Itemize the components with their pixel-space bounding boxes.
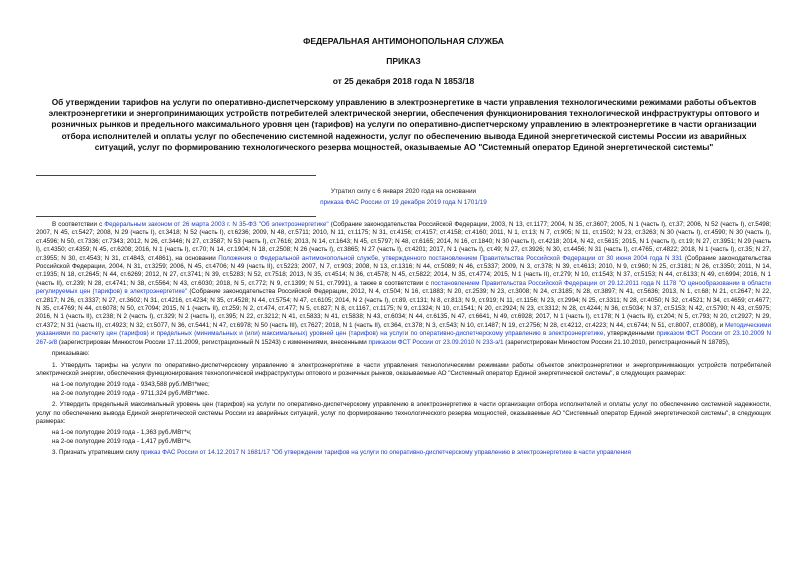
- order-word: приказываю:: [52, 350, 90, 358]
- document-body: [36, 221, 771, 461]
- preamble-paragraph: В соответствии с Федеральным законом от 26 марта 2003 г. N 35-ФЗ "Об электроэнергетике" (Собрание законодательства Российской Федерации, 2003, N 13, ст.1177; 2004, N 35, ст.3607; 2005, N 1 (часть I), ст.37; 2006, N 52 (часть I), ст.5498; 2007, N 45, ст.5427; 2008, N 29 (часть I), ст.3418; N 52 (часть I), ст.6236; 2009, N 48, ст.5711; 2010, N 11, ст.1175; N 31, ст.4156; ст.4157; ст.4158; ст.4160; 2011, N 1, ст.13; N 7, ст.905; N 11, ст.1502; N 23, ст.3263; N 30 (часть I), ст.4590; N 30 (часть I), ст.4596; N 50, ст.7336; ст.7343; 2012, N 26, ст.3446; N 27, ст.3587; N 53 (часть I), ст.7616; 2013, N 14, ст.1643; N 45, ст.5797; N 48, ст.6165; 2014, N 16, ст.1840; N 30 (часть I), ст.4218; 2014, N 42, ст.5615; 2015, N 1 (часть I), ст.19; N 27, ст.3951; N 29 (часть I), ст.4350; ст.4359; N 45, ст.6208; 2016, N 1 (часть I), ст.70; N 14, ст.1904; N 18, ст.2508; N 26 (часть I), ст.3865; N 27 (часть I), ст.4201; 2017, N 1 (часть I), ст.49; N 27, ст.3926; N 30, ст.4456; N 31 (часть I), ст.4765, ст.4822; 2018, N 1 (часть I), ст.35; N 27, ст.3955; N 30, ст.4543; N 31, ст.4843, ст.4861), на основании Положения о Федеральной антимонопольной службе, утвержденного постановлением Правительства Российской Федерации от 30 июня 2004 года N 331 (Собрание законодательства Российской Федерации, 2004, N 31, ст.3259; 2006, N 45, ст.4706; N 49 (часть II), ст.5223; 2007, N 7, ст.903; 2008, N 13, ст.1316; N 44, ст.5089; N 46, ст.5337; 2009, N 3, ст.378; N 39, ст.4613; 2010, N 9, ст.960; N 25, ст.3181; N 26, ст.3350; 2011, N 14, ст.1935; N 18, ст.2645; N 44, ст.6269; 2012, N 27, ст.3741; N 39, ст.5283; N 52, ст.7518; 2013, N 35, ст.4514; N 36, ст.4578; N 45, ст.5822; 2014, N 35, ст.4774; 2015, N 1 (часть II), ст.279; N 10, ст.1543; N 37, ст.5153; N 44, ст.6133; N 49, ст.6994; 2016, N 1 (часть II), ст.239; N 28, ст.4741; N 38, ст.5564; N 43, ст.6030; 2018, N 5, ст.772; N 9, ст.1399; N 51, ст.7991), а также в соответствии с постановлением Правительства Российской Федерации от 29.12.2011 года N 1178 "О ценообразовании в области регулируемых цен (тарифов) в электроэнергетике" (Собрание законодательства Российской Федерации, 2012, N 4, ст.504; N 16, ст.1883; N 20, ст.2539; N 23, ст.3008; N 24, ст.3185; N 28, ст.3897; N 41, ст.5636; 2013, N 1, ст.68; N 21, ст.2647; N 22, ст.2817; N 26, ст.3337; N 27, ст.3602; N 31, ст.4216, ст.4234; N 35, ст.4528; N 44, ст.5754; N 47, ст.6105; 2014, N 2 (часть I), ст.89, ст.131; N 8, ст.813; N 9, ст.919; N 11, ст.1156; N 23, ст.2994; N 25, ст.3311; N 28, ст.4050; N 32, ст.4521; N 34, ст.4659; ст.4677; N 35, ст.4769; N 44, ст.6078; N 50, ст.7094; 2015, N 1 (часть II), ст.259; N 2, ст.474, ст.477; N 5, ст.827; N 8, ст.1167, ст.1175; N 9, ст.1324; N 10, ст.1541; N 20, ст.2924; N 23, ст.3312; N 28, ст.4244; N 36, ст.5034; N 37, ст.5153; N 42, ст.5790; N 43, ст.5975; 2016, N 1 (часть II), ст.238; N 2 (часть I), ст.329; N 2 (часть I), ст.395; N 22, ст.3212; N 41, ст.5833; N 41, ст.5838; N 43, ст.6034; N 44, ст.6135, N 47, ст.6641, N 49, ст.6928; 2017, N 1 (часть I), ст.178; N 1 (часть II), ст.204; N 5, ст.793; N 20, ст.2927; N 29, ст.4372; N 31 (часть II), ст.4923; N 32, ст.5077, N 36, ст.5441; N 47, ст.6978; N 50 (часть III), ст.7627; 2018, N 1 (часть II), ст.364, ст.378; N 3, ст.543; N 10, ст.1487; N 19, ст.2756; N 28, ст.4212, ст.4223; N 44, ст.6744; N 51, ст.8007, ст.8008), и Методическими указаниями по расчету цен (тарифов) и предельных (минимальных и (или) максимальных) уровней цен (тарифов) на услуги по оперативно-диспетчерскому управлению в электроэнергетике, утвержденными приказом ФСТ России от 23.10.2009 N 267-э/8 (зарегистрирован Минюстом России 17.11.2009, регистрационный N 15243) с изменениями, внесенными приказом ФСТ России от 23.09.2010 N 233-э/1 (зарегистрирован Минюстом России 21.10.2010, регистрационный N 18785),: [36, 221, 771, 346]
- item-1-amount-h1: на 1-ое полугодие 2019 года - 9343,588 руб./МВт*мес;: [52, 381, 210, 389]
- fas-regulation-link[interactable]: Положения о Федеральной антимонопольной службе, утвержденного постановлением Правительства Российской Федерации от 30 июня 2004 года N 331: [218, 254, 683, 262]
- item-1: 1. Утвердить тарифы на услуги по оперативно-диспетчерскому управлению в электроэнергетике в части управления технологическими режимами работы объектов электроэнергетики и энергопринимающих устройств потребителей электрической энергии, обеспечения функционирования технологической инфраструктуры оптового и розничных рынков, оказываемые АО "Системный оператор Единой энергетической системы", в следующих размерах:: [36, 361, 771, 377]
- divider-top: [36, 175, 316, 176]
- order-1681-link[interactable]: приказ ФАС России от 14.12.2017 N 1681/17 "Об утверждении тарифов на услуги по оперативно-диспетчерскому управлению в электроэнергетике в части управления: [140, 449, 631, 457]
- item-2-amount-h2: на 2-ое полугодие 2019 года - 1,417 руб./МВт*ч.: [52, 437, 192, 445]
- document-kind: ПРИКАЗ: [386, 56, 421, 66]
- status-link[interactable]: приказа ФАС России от 19 декабря 2019 года N 1701/19: [320, 199, 487, 206]
- item-1-amount-h2: на 2-ое полугодие 2019 года - 9711,324 руб./МВт*мес.: [52, 389, 210, 397]
- law-35fz-link[interactable]: Федеральным законом от 26 марта 2003 г. N 35-ФЗ "Об электроэнергетике": [104, 221, 329, 228]
- status-note: [36, 186, 771, 208]
- resolution-1178-link[interactable]: постановлением Правительства Российской Федерации от 29.12.2011 года N 1178 "О ценообразовании в области регулируемых цен (тарифов) в электроэнергетике": [36, 279, 771, 296]
- item-3: 3. Признать утратившим силу приказ ФАС России от 14.12.2017 N 1681/17 "Об утверждении тарифов на услуги по оперативно-диспетчерскому управлению в электроэнергетике в части управления: [52, 449, 631, 457]
- divider-bottom: [36, 216, 316, 217]
- order-267-link[interactable]: приказом ФСТ России от 23.10.2009 N 267-э/8: [36, 330, 771, 346]
- order-233-link[interactable]: приказом ФСТ России от 23.09.2010 N 233-э/1: [368, 338, 504, 346]
- document-date: от 25 декабря 2018 года N 1853/18: [332, 76, 475, 86]
- item-2: 2. Утвердить предельный максимальный уровень цен (тарифов) на услуги по оперативно-диспетчерскому управлению в электроэнергетике в части организации отбора исполнителей и оплаты услуг по обеспечению системной надежности, услуг по обеспечению вывода Единой энергетической системы России из аварийных ситуаций, услуг по формированию технологического резерва мощностей, оказываемые АО "Системный оператор Единой энергетической системы", в следующих размерах:: [36, 401, 771, 425]
- status-text: Утратил силу с 6 января 2020 года на основании: [330, 188, 477, 195]
- methodology-link[interactable]: Методическими указаниями по расчету цен (тарифов) и предельных (минимальных и (или) максимальных) уровней цен (тарифов) на услуги по оперативно-диспетчерскому управлению в электроэнергетике: [36, 321, 771, 338]
- item-2-amount-h1: на 1-ое полугодие 2019 года - 1,363 руб./МВт*ч;: [52, 429, 192, 437]
- agency-name: ФЕДЕРАЛЬНАЯ АНТИМОНОПОЛЬНАЯ СЛУЖБА: [303, 36, 504, 46]
- document-title: Об утверждении тарифов на услуги по оперативно-диспетчерскому управлению в электроэнергетике в части управления технологическими режимами работы объектов электроэнергетики и энергопринимающих устройств потребителей электрической энергии, обеспечения функционирования технологической инфраструктуры оптового и розничных рынков и предельного максимального уровня цен (тарифов) на услуги по оперативно-диспетчерскому управлению в электроэнергетике в части организации отбора исполнителей и оплаты услуг по обеспечению системной надежности, услуг по обеспечению вывода Единой энергетической системы России из аварийных ситуаций, услуг по формированию технологического резерва мощностей, оказываемые АО "Системный оператор Единой энергетической системы": [48, 97, 760, 152]
